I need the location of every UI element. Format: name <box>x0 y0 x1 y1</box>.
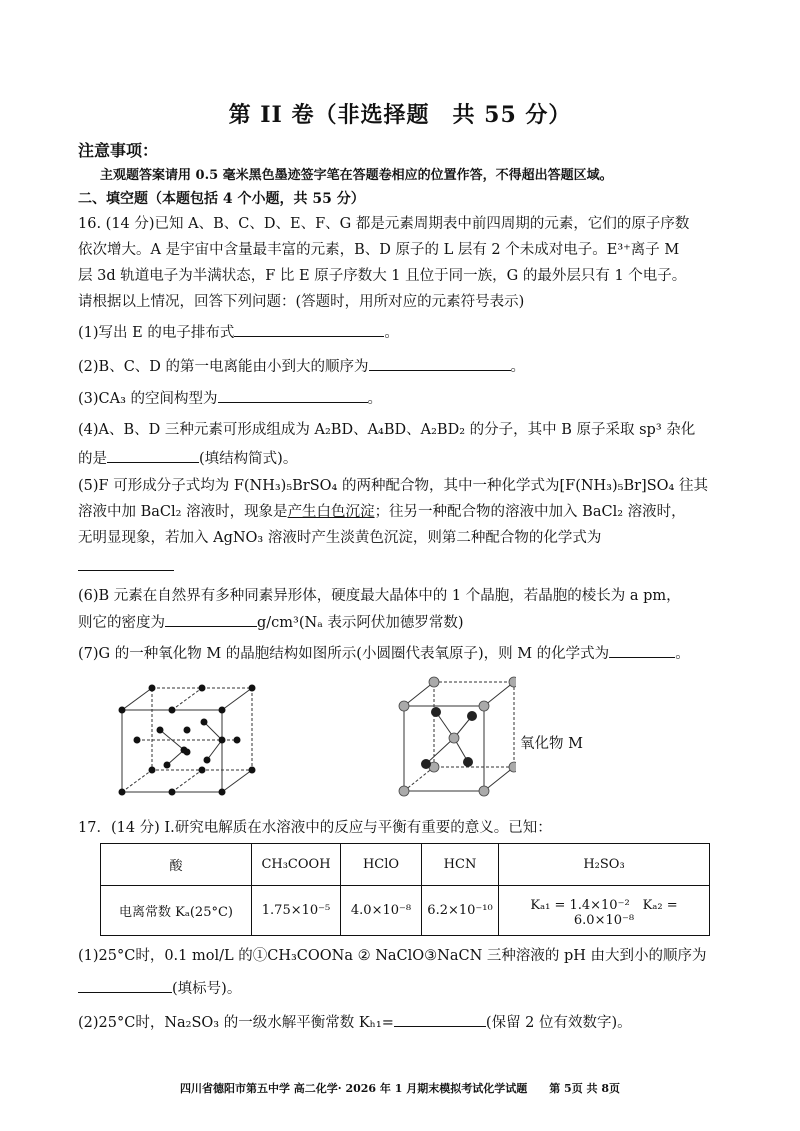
ionization-constant-table <box>100 843 710 936</box>
table-cell: 1.75×10⁻⁵ <box>252 886 341 936</box>
oxide-m-label: 氧化物 M <box>520 736 583 752</box>
table-header-cell: CH₃COOH <box>252 844 341 886</box>
q16-intro-line-4: 请根据以上情况，回答下列问题：(答题时，用所对应的元素符号表示) <box>78 294 525 310</box>
q16-part-6b: 则它的密度为 g/cm³(Nₐ 表示阿伏加德罗常数) <box>78 612 464 633</box>
table-header-cell: HCN <box>422 844 499 886</box>
q16-part-7: (7)G 的一种氧化物 M 的晶胞结构如图所示(小圆圈代表氧原子)，则 M 的化学式为 。 <box>78 643 690 664</box>
notice-text: 主观题答案请用 0.5 毫米黑色墨迹签字笔在答题卷相应的位置作答，不得超出答题区域。 <box>100 168 613 183</box>
answer-blank[interactable] <box>394 1012 486 1027</box>
table-cell: Kₐ₁ = 1.4×10⁻² Kₐ₂ = 6.0×10⁻⁸ <box>499 886 710 936</box>
table-header-cell: 酸 <box>101 844 252 886</box>
q17-intro: 17．(14 分) Ⅰ.研究电解质在水溶液中的反应与平衡有重要的意义。已知： <box>78 820 552 836</box>
q16-part-2: (2)B、C、D 的第一电离能由小到大的顺序为 。 <box>78 356 525 377</box>
q16-part-4b: 的是 (填结构简式)。 <box>78 448 297 469</box>
q16-part-4a: (4)A、B、D 三种元素可形成组成为 A₂BD、A₄BD、A₂BD₂ 的分子，其中 B 原子采取 sp³ 杂化 <box>78 422 696 438</box>
answer-blank[interactable] <box>218 388 368 403</box>
q16-part-5b: 溶液中加 BaCl₂ 溶液时，现象是产生白色沉淀；往另一种配合物的溶液中加入 BaCl₂ 溶液时， <box>78 504 686 520</box>
q16-intro-line-2: 依次增大。A 是宇宙中含量最丰富的元素，B、D 原子的 L 层有 2 个未成对电子。E³⁺离子 M <box>78 242 680 258</box>
diamond-cell-figure <box>112 680 262 800</box>
q16-part-5-blank <box>78 556 174 577</box>
table-cell: 6.2×10⁻¹⁰ <box>422 886 499 936</box>
table-cell: 4.0×10⁻⁸ <box>341 886 422 936</box>
answer-blank[interactable] <box>369 356 511 371</box>
answer-blank[interactable] <box>78 556 174 571</box>
table-header-cell: HClO <box>341 844 422 886</box>
q16-intro-line-1: 16. (14 分)已知 A、B、C、D、E、F、G 都是元素周期表中前四周期的元素，它们的原子序数 <box>78 216 690 232</box>
section-heading: 二、填空题（本题包括 4 个小题，共 55 分） <box>78 191 365 207</box>
q17-part-1a: (1)25°C时，0.1 mol/L 的①CH₃COONa ② NaClO③NaCN 三种溶液的 pH 由大到小的顺序为 <box>78 948 707 964</box>
answer-blank[interactable] <box>165 612 257 627</box>
oxide-m-cell-figure <box>396 676 516 801</box>
q16-part-3: (3)CA₃ 的空间构型为 。 <box>78 388 382 409</box>
q16-part-5a: (5)F 可形成分子式均为 F(NH₃)₅BrSO₄ 的两种配合物，其中一种化学式为[F(NH₃)₅Br]SO₄ 往其 <box>78 478 708 494</box>
q17-part-2: (2)25°C时，Na₂SO₃ 的一级水解平衡常数 Kₕ₁= (保留 2 位有效数字)。 <box>78 1012 632 1033</box>
q16-part-5c: 无明显现象，若加入 AgNO₃ 溶液时产生淡黄色沉淀，则第二种配合物的化学式为 <box>78 530 602 546</box>
page-footer: 四川省德阳市第五中学 高二化学· 2026 年 1 月期末模拟考试化学试题 第 5页 共 8页 <box>179 1082 621 1095</box>
q16-intro-line-3: 层 3d 轨道电子为半满状态，F 比 E 原子序数大 1 且位于同一族，G 的最外层只有 1 个电子。 <box>78 268 687 284</box>
table-row-label: 电离常数 Kₐ(25°C) <box>101 886 252 936</box>
notice-heading: 注意事项： <box>78 141 159 160</box>
q17-part-1b: (填标号)。 <box>78 978 241 999</box>
page-title: 第 II 卷（非选择题 共 55 分） <box>228 102 572 128</box>
answer-blank[interactable] <box>234 322 384 337</box>
answer-blank[interactable] <box>609 643 675 658</box>
q16-part-6a: (6)B 元素在自然界有多种同素异形体，硬度最大晶体中的 1 个晶胞，若晶胞的棱长为 a pm， <box>78 588 681 604</box>
table-header-cell: H₂SO₃ <box>499 844 710 886</box>
q16-part-1: (1)写出 E 的电子排布式 。 <box>78 322 399 343</box>
answer-blank[interactable] <box>107 448 199 463</box>
answer-blank[interactable] <box>78 978 172 993</box>
